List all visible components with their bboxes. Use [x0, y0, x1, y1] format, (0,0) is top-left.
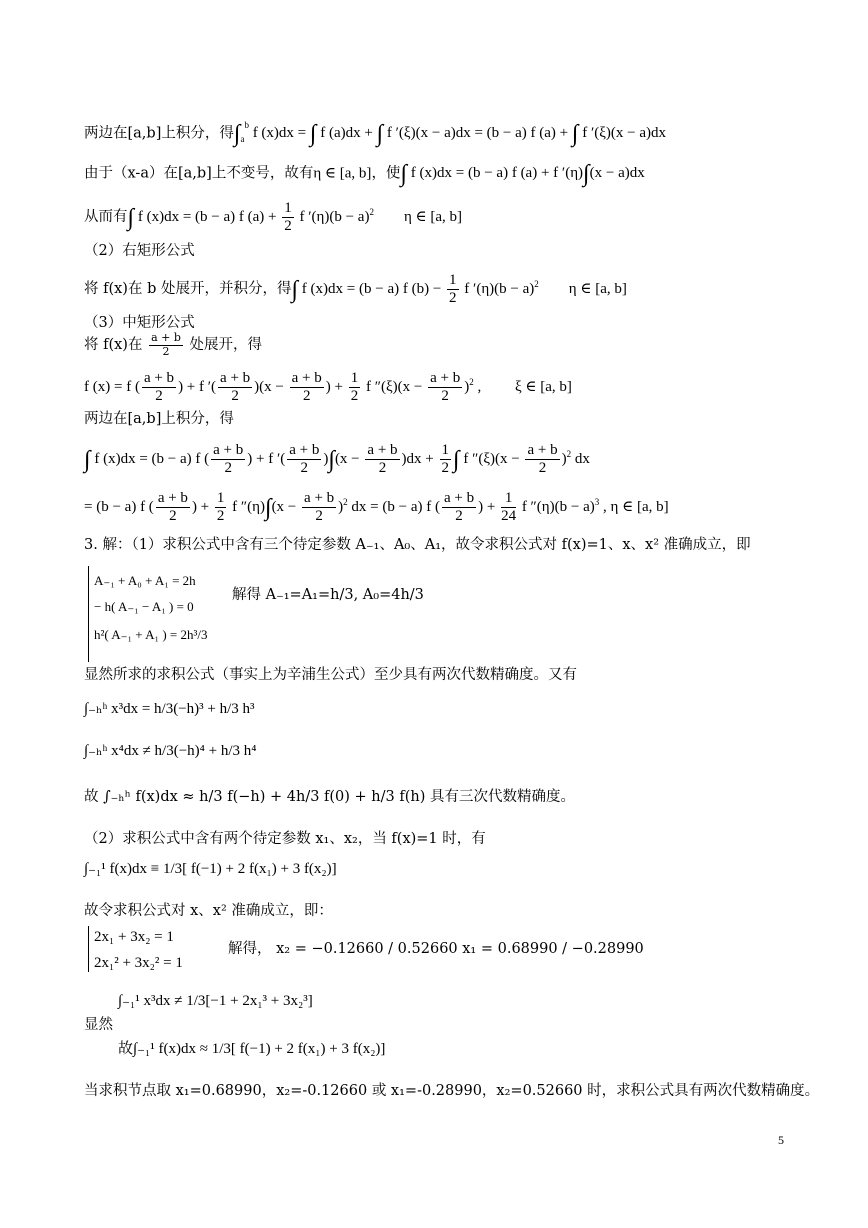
- line-mid-integral-1: ∫ f (x)dx = (b − a) f ( $\frac{a + b}{2}$ ) + f ′( $\frac{a + b}{2}$ )∫(x − $\frac{a + b}{2}$ )dx + $\frac{1}{2}$ ∫ f ″(ξ)(x − $\frac{a + b}{2}$ )$^2$ dx: [84, 442, 590, 477]
- text-cn: 两边在[a,b]上积分，得: [84, 125, 234, 142]
- system1-eq2: − h( A₋₁ − A₁ ) = 0: [94, 599, 194, 614]
- line-simpson-remark: 显然所求的求积公式（事实上为辛浦生公式）至少具有两次代数精确度。又有: [84, 667, 577, 683]
- heading-right-rectangle: （2）右矩形公式: [84, 243, 195, 259]
- line-expand-midpoint: 将 f(x)在 $\frac{a + b}{2}$ 处展开，得: [84, 331, 262, 358]
- line-q3-part2: （2）求积公式中含有两个待定参数 x₁、x₂，当 f(x)=1 时，有: [84, 831, 486, 847]
- line-final-formula: 故∫₋₁¹ f(x)dx ≈ 1/3[ f(−1) + 2 f(x₁) + 3 f(x₂)]: [118, 1041, 386, 1057]
- line-obviously: 显然: [84, 1017, 113, 1033]
- line-mid-integral-2: = (b − a) f ( $\frac{a + b}{2}$ ) + $\frac{1}{2}$ f ″(η)∫(x − $\frac{a + b}{2}$ )$^2$ dx = (b − a) f ( $\frac{a + b}{2}$ ) + $\frac{1}{24}$ f $''(\eta)(b - a)^3$ , η ∈ [a, b]: [84, 490, 669, 525]
- line-simpson-result: 故 ∫₋ₕʰ f(x)dx ≈ h/3 f(−h) + 4h/3 f(0) + h/3 f(h) 具有三次代数精确度。: [84, 789, 575, 805]
- line-x3-integral: ∫₋ₕʰ x³dx = h/3(−h)³ + h/3 h³: [84, 701, 255, 717]
- system1-eq1: A₋₁ + A₀ + A₁ = 2h: [94, 573, 196, 588]
- line-part2-conditions: 故令求积公式对 x、x² 准确成立，即：: [84, 903, 333, 919]
- system2-brace: [88, 926, 89, 972]
- line-sign-invariant: 由于（x-a）在[a,b]上不变号，故有η ∈ [a, b]，使∫ f (x)dx = (b − a) f (a) + f ′(η)∫(x − a)dx: [84, 161, 645, 187]
- line-therefore: 从而有∫ f (x)dx = (b − a) f (a) + $\frac{1}{2}$ f $'(\eta)(b - a)^2$ η ∈ [a, b]: [84, 200, 463, 235]
- heading-mid-rectangle: （3）中矩形公式: [84, 315, 195, 331]
- page-number: 5: [778, 1133, 784, 1147]
- line-taylor-mid: f (x) = f ( $\frac{a + b}{2}$ ) + f ′( $\frac{a + b}{2}$ )(x − $\frac{a + b}{2}$ ) + $\frac{1}{2}$ f ″(ξ)(x − $\frac{a + b}{2}$ )$^2$ , ξ ∈ [a, b]: [84, 370, 572, 405]
- line-x3-check: ∫₋₁¹ x³dx ≠ 1/3[−1 + 2x₁³ + 3x₂³]: [118, 993, 313, 1009]
- system2-solution: 解得， x₂ = −0.12660 / 0.52660 x₁ = 0.68990 / −0.28990: [228, 941, 644, 957]
- system1-solution: 解得 A₋₁=A₁=h/3, A₀=4h/3: [232, 587, 424, 603]
- system1-brace: [88, 566, 89, 662]
- system2-eq2: 2x₁² + 3x₂² = 1: [94, 955, 183, 971]
- system1-eq3: h²( A₋₁ + A₁ ) = 2h³/3: [94, 627, 208, 642]
- line-conclusion: 当求积节点取 x₁=0.68990，x₂=-0.12660 或 x₁=-0.28990，x₂=0.52660 时，求积公式具有两次代数精确度。: [84, 1083, 820, 1099]
- line-right-rectangle: 将 f(x)在 b 处展开，并积分，得∫ f (x)dx = (b − a) f (b) − $\frac{1}{2}$ f $'(\eta)(b - a)^2$ η ∈ [a, b]: [84, 272, 627, 307]
- line-x4-integral: ∫₋ₕʰ x⁴dx ≠ h/3(−h)⁴ + h/3 h⁴: [84, 743, 257, 759]
- system2-eq1: 2x₁ + 3x₂ = 1: [94, 929, 174, 945]
- line-integrate-mid: 两边在[a,b]上积分，得: [84, 411, 234, 427]
- line-q3-intro: 3. 解：（1）求积公式中含有三个待定参数 A₋₁、A₀、A₁，故令求积公式对 f(x)=1、x、x² 准确成立，即: [84, 537, 751, 553]
- line-integrate-both-sides: 两边在[a,b]上积分，得$\int_a^b$ f (x)dx = ∫ f (a)dx + ∫ f ′(ξ)(x − a)dx = (b − a) f (a) + ∫ f ′(ξ)(x − a)dx: [84, 120, 667, 147]
- line-part2-integral: ∫₋₁¹ f(x)dx ≡ 1/3[ f(−1) + 2 f(x₁) + 3 f(x₂)]: [84, 861, 337, 877]
